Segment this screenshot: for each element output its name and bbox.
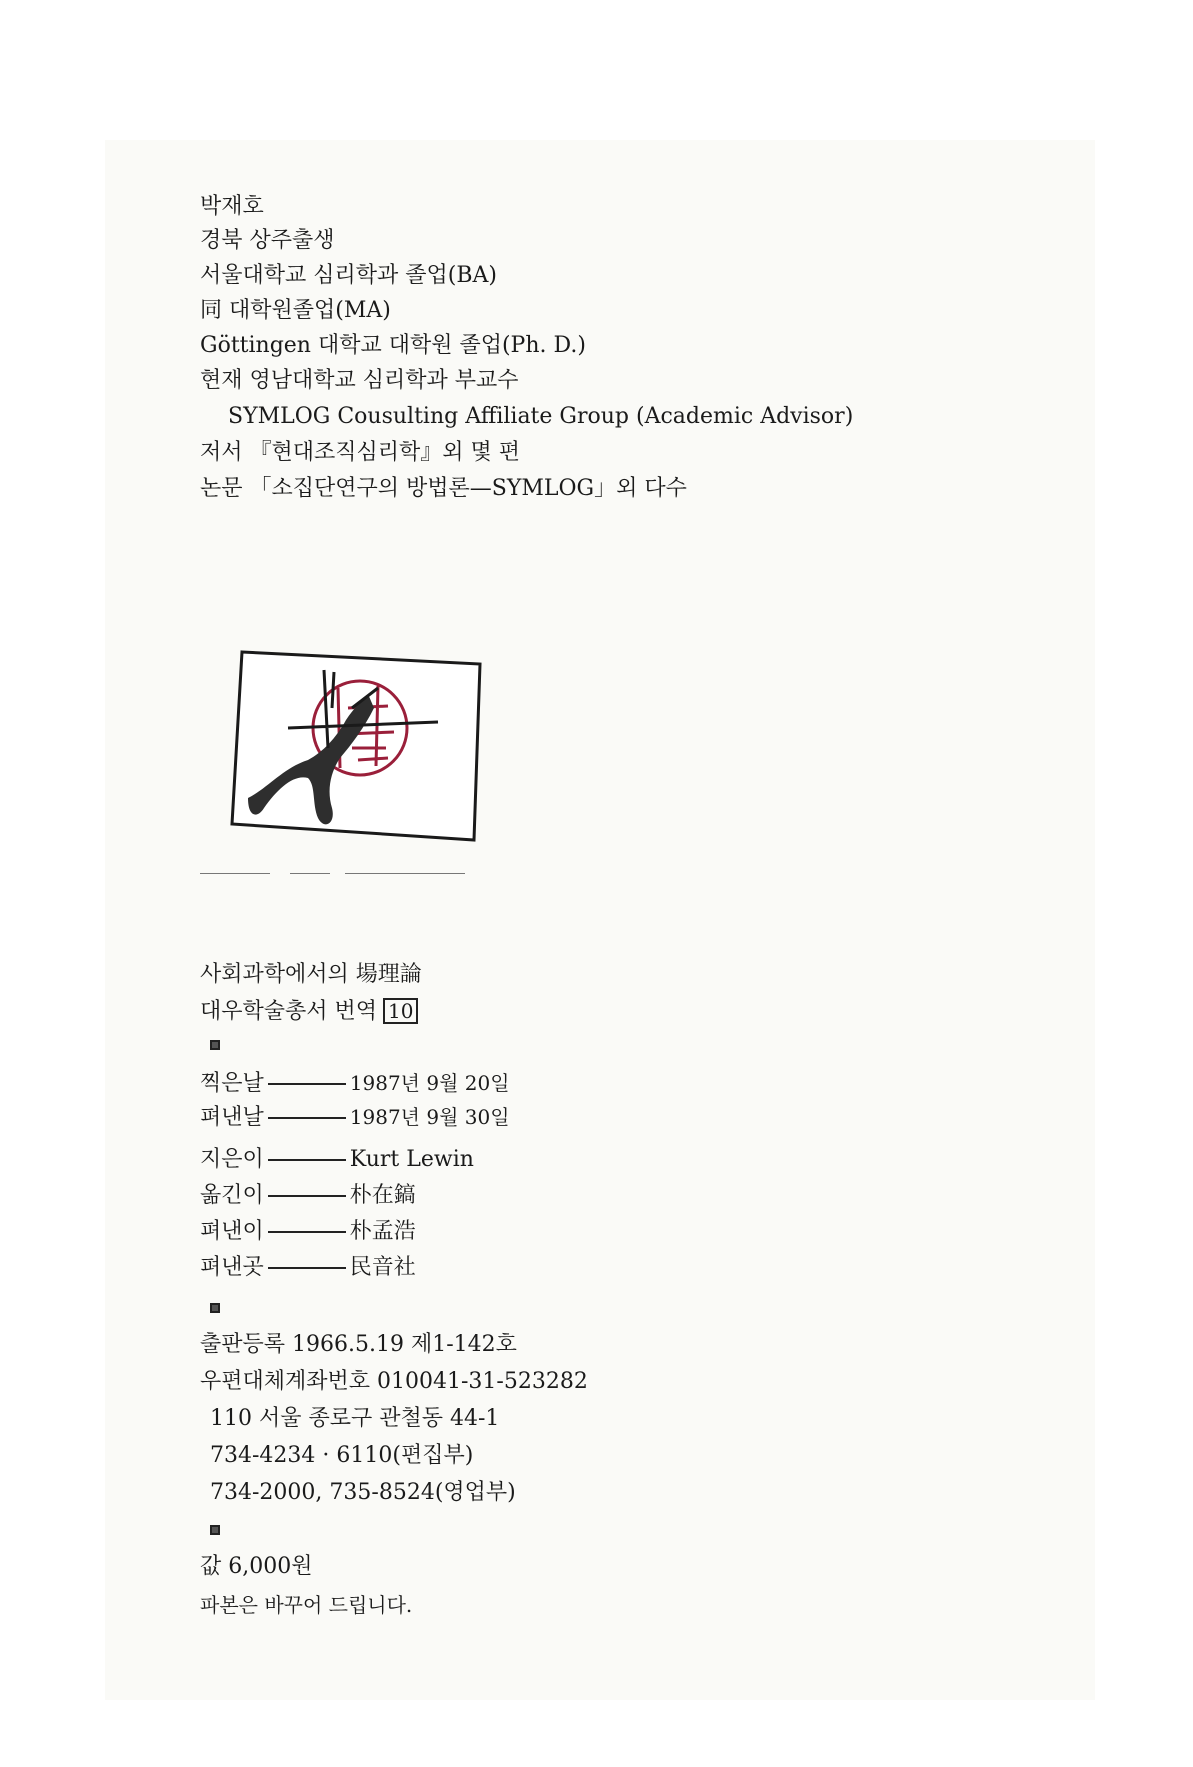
- defect-notice: 파본은 바꾸어 드립니다.: [200, 1593, 413, 1617]
- printed-date: 1987년 9월 20일: [349, 1071, 510, 1095]
- author-label: 지은이: [200, 1147, 264, 1172]
- author-position: 현재 영남대학교 심리학과 부교수: [200, 368, 519, 393]
- printed-label: 찍은날: [200, 1071, 264, 1096]
- author-affiliate: SYMLOG Cousulting Affiliate Group (Academic Advisor): [228, 404, 854, 429]
- author-row: [200, 1145, 474, 1175]
- divider-line: [200, 873, 270, 874]
- author-seal-stamp: [228, 648, 488, 848]
- author-value: Kurt Lewin: [349, 1147, 474, 1172]
- divider-line: [345, 873, 465, 874]
- section-bullet: [210, 1525, 220, 1535]
- publisher-value: 朴孟浩: [349, 1219, 416, 1244]
- translator-label: 옮긴이: [200, 1183, 264, 1208]
- section-bullet: [210, 1303, 220, 1313]
- book-title: 사회과학에서의 場理論: [200, 962, 422, 987]
- registration: 출판등록 1966.5.19 제1-142호: [200, 1332, 517, 1357]
- series-label: 대우학술총서 번역: [200, 999, 378, 1024]
- publisher-row: [200, 1217, 416, 1247]
- publisher-address: 110 서울 종로구 관철동 44-1: [210, 1406, 500, 1431]
- house-label: 펴낸곳: [200, 1255, 264, 1280]
- author-books: 저서 『현대조직심리학』외 몇 편: [200, 440, 521, 465]
- publisher-label: 펴낸이: [200, 1219, 264, 1244]
- author-name: 박재호: [200, 194, 264, 219]
- divider-line: [290, 873, 330, 874]
- phone-editorial: 734-4234 · 6110(편집부): [210, 1443, 474, 1468]
- author-hometown: 경북 상주출생: [200, 228, 335, 253]
- translator-row: [200, 1181, 416, 1211]
- author-education-ba: 서울대학교 심리학과 졸업(BA): [200, 263, 497, 288]
- house-value: 民音社: [349, 1255, 416, 1280]
- book-series: [200, 997, 418, 1027]
- published-date: 1987년 9월 30일: [349, 1105, 510, 1129]
- author-papers: 논문 「소집단연구의 방법론—SYMLOG」외 다수: [200, 476, 687, 501]
- publishing-house-row: [200, 1253, 416, 1283]
- translator-value: 朴在鎬: [349, 1183, 416, 1208]
- series-number: 10: [383, 998, 418, 1024]
- price: 값 6,000원: [200, 1554, 313, 1579]
- author-education-phd: Göttingen 대학교 대학원 졸업(Ph. D.): [200, 333, 586, 358]
- section-bullet: [210, 1040, 220, 1050]
- postal-account: 우편대체계좌번호 010041-31-523282: [200, 1369, 588, 1394]
- published-label: 펴낸날: [200, 1105, 264, 1130]
- published-date-row: [200, 1102, 510, 1133]
- printed-date-row: [200, 1068, 510, 1099]
- phone-sales: 734-2000, 735-8524(영업부): [210, 1480, 516, 1505]
- author-education-ma: 同 대학원졸업(MA): [200, 298, 391, 323]
